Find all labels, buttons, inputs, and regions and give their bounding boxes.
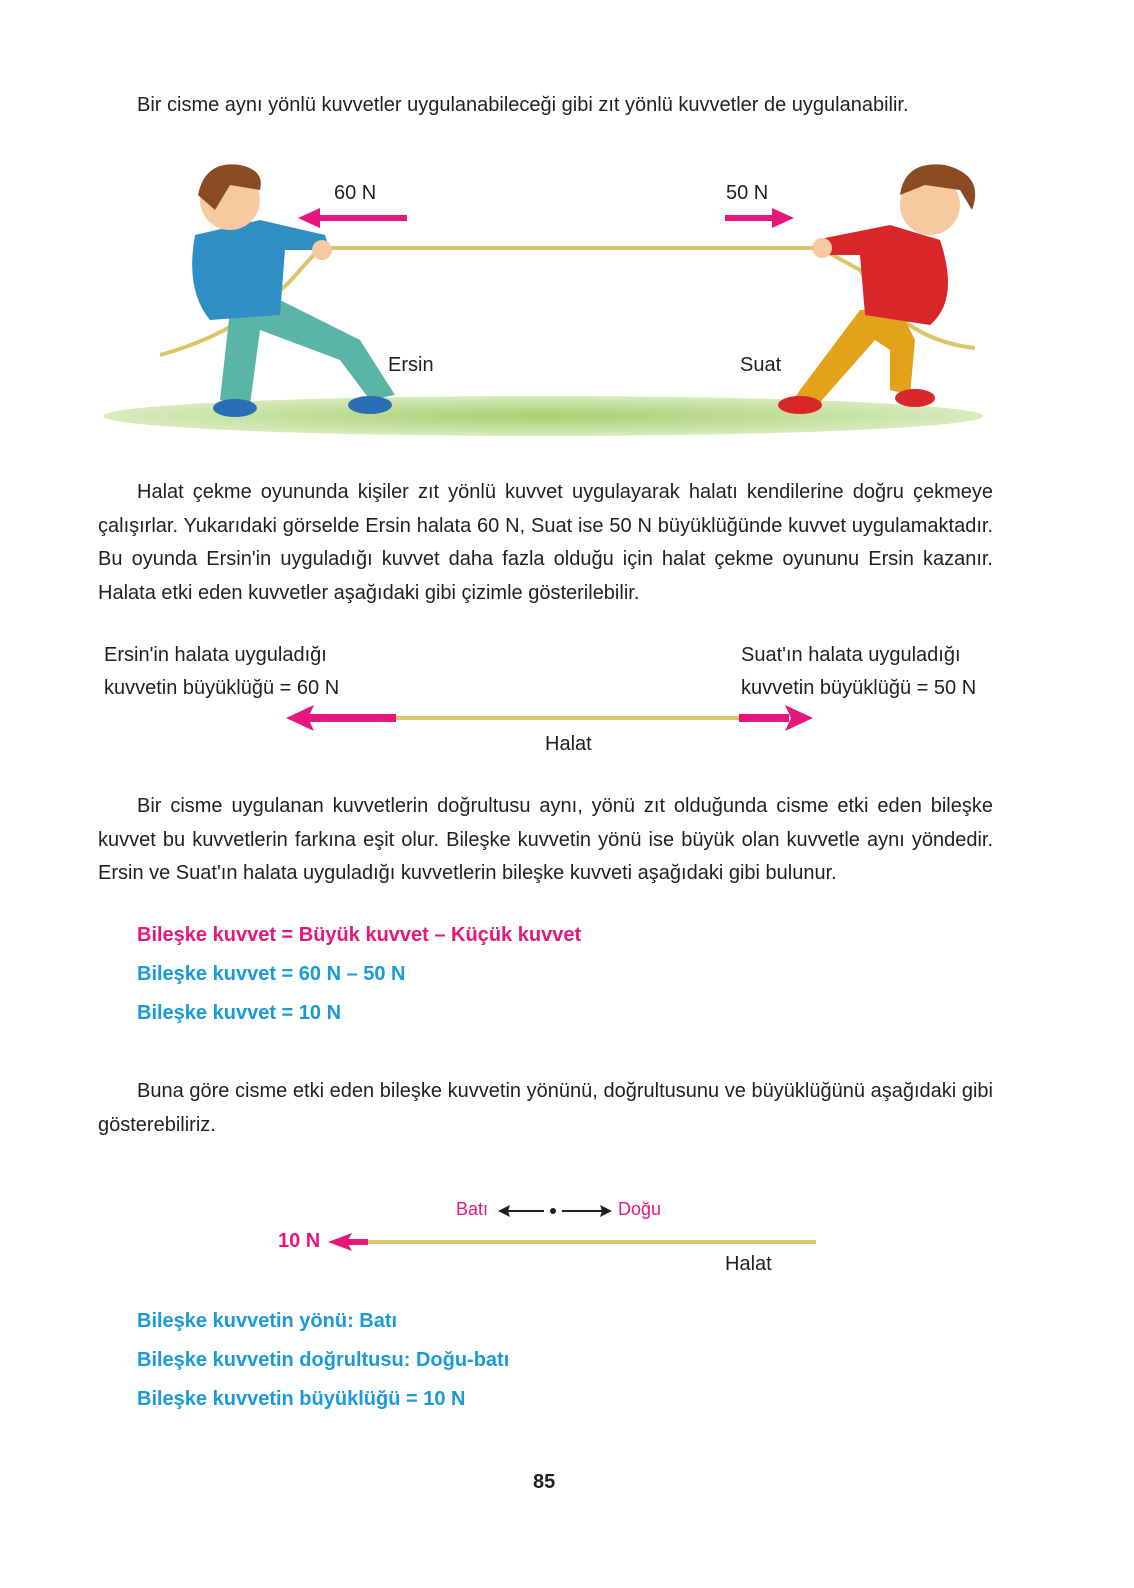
rope-label-1: Halat <box>545 733 592 755</box>
ersin-force-line1: Ersin'in halata uyguladığı <box>104 644 327 666</box>
page-number: 85 <box>533 1471 556 1493</box>
left-force-label: 60 N <box>334 182 377 204</box>
suat-force-line1: Suat'ın halata uyguladığı <box>741 644 961 666</box>
right-force-label: 50 N <box>726 182 769 204</box>
rope-label-2: Halat <box>725 1253 772 1275</box>
left-arrowhead <box>298 208 320 228</box>
paragraph-2: Bir cisme uygulanan kuvvetlerin doğrultusu aynı, yönü zıt olduğunda cisme etki eden bileşke kuvvet bu kuvvetlerin farkına eşit olur. Bileşke kuvvetin yönü ise büyük olan kuvvetle aynı yöndedir. Ersin ve Suat'ın halata uyguladığı kuvvetlerin bileşke kuvveti aşağıdaki gibi bulunur. <box>98 795 993 884</box>
suat-figure <box>778 164 975 414</box>
resultant-force-label: 10 N <box>278 1230 321 1252</box>
equation-3: Bileşke kuvvet = 10 N <box>137 1002 342 1024</box>
equation-1: Bileşke kuvvet = Büyük kuvvet – Küçük kuvvet <box>137 924 582 946</box>
compass-arrows <box>494 1203 616 1219</box>
ersin-force-line2: kuvvetin büyüklüğü = 60 N <box>104 677 340 699</box>
left-force-arrow <box>302 714 396 722</box>
origin-dot <box>550 1208 556 1214</box>
suat-force-line2: kuvvetin büyüklüğü = 50 N <box>741 677 977 699</box>
rope-line <box>366 1240 816 1244</box>
equation-2: Bileşke kuvvet = 60 N – 50 N <box>137 963 406 985</box>
intro-text: Bir cisme aynı yönlü kuvvetler uygulanabileceği gibi zıt yönlü kuvvetler de uygulanabilir. <box>137 94 909 116</box>
paragraph-3: Buna göre cisme etki eden bileşke kuvvetin yönünü, doğrultusunu ve büyüklüğünü aşağıdaki gibi gösterebiliriz. <box>98 1080 993 1136</box>
result-magnitude: Bileşke kuvvetin büyüklüğü = 10 N <box>137 1388 466 1410</box>
result-direction: Bileşke kuvvetin yönü: Batı <box>137 1310 398 1332</box>
right-arrowhead <box>772 208 794 228</box>
suat-label: Suat <box>740 354 782 376</box>
rope-line <box>395 716 740 720</box>
right-force-arrow <box>739 714 789 722</box>
tug-of-war-illustration <box>100 150 990 450</box>
west-label: Batı <box>456 1199 489 1219</box>
illustration-graphic <box>100 150 990 450</box>
paragraph-1: Halat çekme oyununda kişiler zıt yönlü kuvvet uygulayarak halatı kendilerine doğru çekmeye çalışırlar. Yukarıdaki görselde Ersin halata 60 N, Suat ise 50 N büyüklüğünde kuvvet uygulamaktadır. Bu oyunda Ersin'in uyguladığı kuvvet daha fazla olduğu için halat çekme oyununu Ersin kazanır. Halata etki eden kuvvetler aşağıdaki gibi çizimle gösterilebilir. <box>98 481 993 604</box>
right-arrowhead <box>785 705 813 731</box>
ersin-label: Ersin <box>388 354 434 376</box>
east-label: Doğu <box>618 1199 662 1219</box>
result-line: Bileşke kuvvetin doğrultusu: Doğu-batı <box>137 1349 510 1371</box>
